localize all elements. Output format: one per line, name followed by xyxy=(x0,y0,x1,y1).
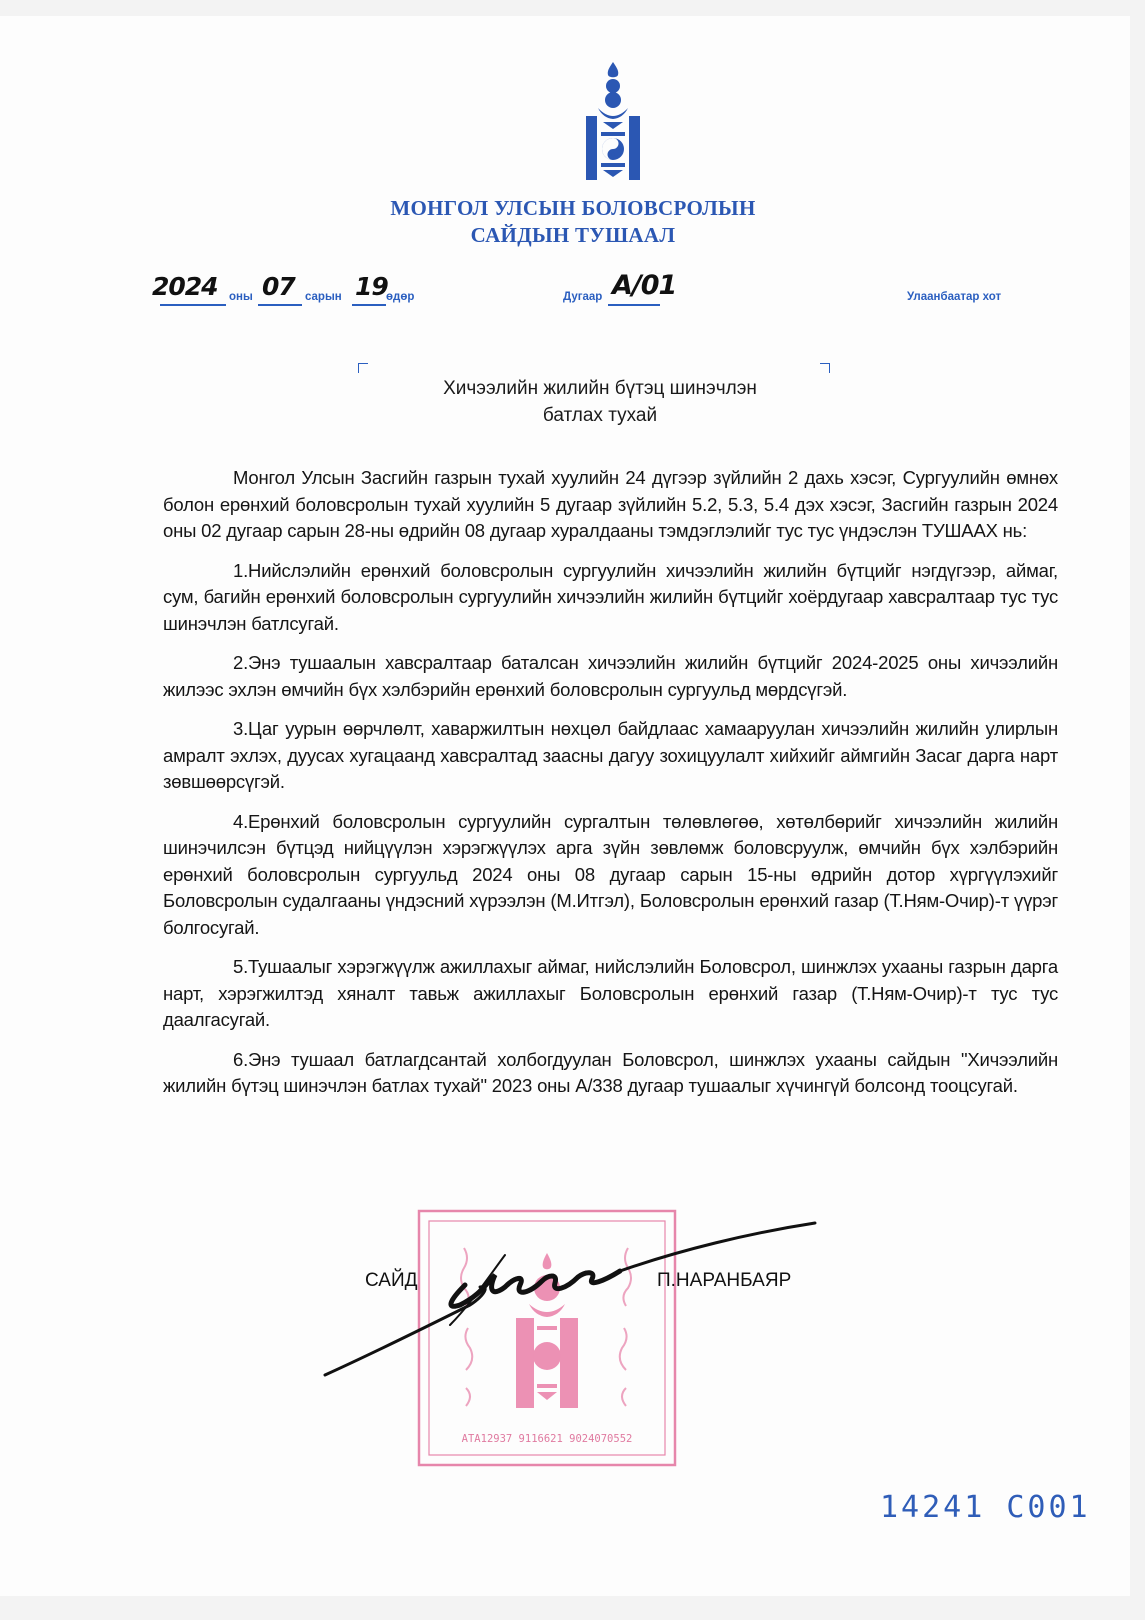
document-serial-number: 14241 C001 xyxy=(880,1490,1091,1525)
day-value: 19 xyxy=(355,272,388,301)
stamp-number: АТА12937 9116621 9024070552 xyxy=(461,1433,633,1445)
number-label: Дугаар xyxy=(563,291,603,303)
number-underline xyxy=(608,304,660,306)
year-label: оны xyxy=(229,291,253,303)
day-label: өдөр xyxy=(386,291,415,303)
order-body xyxy=(163,465,1058,1113)
soyombo-emblem-icon xyxy=(586,62,640,182)
order-item: 3.Цаг уурын өөрчлөлт, хаваржилтын нөхцөл байдлаас хамааруулан хичээлийн жилийн улирлын амралт эхлэх, дуусах хугацаанд хавсралтад заасны дагуу зохицуулалт хийхийг аймгийн Засаг дарга нарт зөвшөөрсүгэй. xyxy=(163,718,1058,792)
order-item: 4.Ерөнхий боловсролын сургуулийн сургалтын төлөвлөгөө, хөтөлбөрийг хичээлийн жилийн шинэчилсэн бүтцэд нийцүүлэн хэрэгжүүлэх арга зүйн зөвлөмж боловсруулж, өмчийн бүх хэлбэрийн ерөнхий боловсролын сургуульд 2024 оны 08 дугаар сарын 15-ны өдрийн дотор хүргүүлэхийг Боловсролын судалгааны үндэсний хүрээлэн (М.Итгэл), Боловсролын ерөнхий газар (Т.Ням-Очир)-т үүрэг болгосугай. xyxy=(163,810,1058,938)
subject-line2: батлах тухай xyxy=(542,405,658,426)
month-underline xyxy=(258,304,302,306)
header-title-line1: МОНГОЛ УЛСЫН БОЛОВСРОЛЫН xyxy=(390,196,756,220)
month-value: 07 xyxy=(262,272,295,301)
document-header xyxy=(0,195,1145,249)
subject-bracket-right xyxy=(820,363,830,373)
city-label: Улаанбаатар хот xyxy=(907,291,1002,303)
month-label: сарын xyxy=(305,291,342,303)
order-item: 1.Нийслэлийн ерөнхий боловсролын сургуулийн хичээлийн жилийн бүтцийг нэгдүгээр, аймаг, сум, багийн ерөнхий боловсролын сургуулийн хичээлийн жилийн бүтцийг хоёрдугаар хавсралтаар тус тус шинэчлэн батлсугай. xyxy=(163,559,1058,634)
order-item: 2.Энэ тушаалын хавсралтаар баталсан хичээлийн жилийн бүтцийг 2024-2025 оны хичээлийн жилээс эхлэн өмчийн бүх хэлбэрийн ерөнхий боловсролын сургуульд мөрдсүгэй. xyxy=(163,652,1058,700)
header-title-line2: САЙДЫН ТУШААЛ xyxy=(470,223,676,247)
preamble: Монгол Улсын Засгийн газрын тухай хуулийн 24 дүгээр зүйлийн 2 дахь хэсэг, Сургуулийн өмнөх болон ерөнхий боловсролын тухай хуулийн 5 дугаар зүйлийн 5.2, 5.3, 5.4 дэх хэсэг, Засгийн газрын 2024 оны 02 дугаар сарын 28-ны өдрийн 08 дугаар хуралдааны тэмдэглэлийг тус тус үндэслэн ТУШААХ нь: xyxy=(163,467,1058,541)
signer-title: САЙД xyxy=(365,1270,418,1291)
order-item: 6.Энэ тушаал батлагдсантай холбогдуулан Боловсрол, шинжлэх ухааны сайдын "Хичээлийн жилийн бүтэц шинэчлэн батлах тухай" 2023 оны А/338 дугаар тушаалыг хүчингүй болсонд тооцсугай. xyxy=(163,1048,1058,1096)
signer-name: П.НАРАНБАЯР xyxy=(657,1270,792,1291)
year-value: 2024 xyxy=(152,272,218,301)
order-number: А/01 xyxy=(612,270,677,301)
order-subject xyxy=(330,375,870,429)
order-item: 5.Тушаалыг хэрэгжүүлж ажиллахыг аймаг, нийслэлийн Боловсрол, шинжлэх ухааны газрын дарга нарт, хэрэгжилтэд хяналт тавьж ажиллахыг Боловсролын ерөнхий газар (Т.Ням-Очир)-т тус тус даалгасугай. xyxy=(163,956,1058,1030)
subject-line1: Хичээлийн жилийн бүтэц шинэчлэн xyxy=(443,378,757,399)
date-row xyxy=(0,270,1145,316)
day-underline xyxy=(352,304,386,306)
subject-bracket-left xyxy=(358,363,368,373)
handwritten-signature xyxy=(320,1215,830,1385)
year-underline xyxy=(160,304,226,306)
